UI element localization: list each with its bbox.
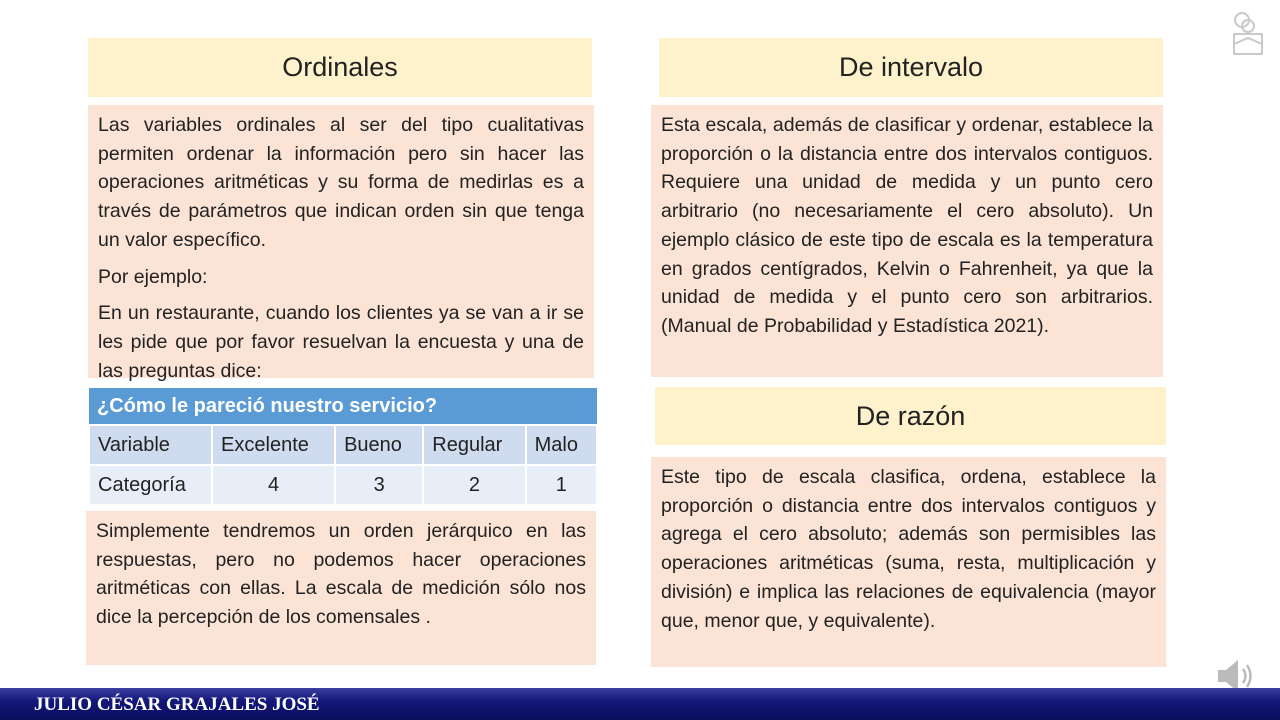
intervalo-title-text: De intervalo <box>838 52 984 82</box>
table-cell: Excelente <box>212 425 335 465</box>
footer-bar <box>0 688 1280 720</box>
table-cell: 4 <box>212 465 335 505</box>
table-row <box>89 465 597 505</box>
ordinales-conclusion <box>86 511 596 665</box>
table-row <box>89 425 597 465</box>
table-cell: Malo <box>526 425 597 465</box>
ordinales-description <box>88 105 594 382</box>
table-cell: Categoría <box>89 465 212 505</box>
table-cell: Regular <box>423 425 525 465</box>
paragraph: En un restaurante, cuando los clientes ya se van a ir se les pide que por favor resuelvan la encuesta y una de las preguntas dice: <box>98 302 584 382</box>
paragraph: Por ejemplo: <box>98 265 208 288</box>
paragraph: Esta escala, además de clasificar y ordenar, establece la proporción o la distancia entre dos intervalos contiguos. Requiere una unidad de medida y un punto cero arbitrario (no necesariamente el cero absoluto). Un ejemplo clásico de este tipo de escala es la temperatura en grados centígrados, Kelvin o Fahrenheit, ya que la unidad de medida y el punto cero son arbitrarios. (Manual de Probabilidad y Estadística 2021). <box>661 114 1153 337</box>
survey-question: ¿Cómo le pareció nuestro servicio? <box>89 388 597 425</box>
table-cell: Variable <box>89 425 212 465</box>
paragraph: Las variables ordinales al ser del tipo cualitativas permiten ordenar la información pero sin hacer las operaciones aritméticas y su forma de medirlas es a través de parámetros que indican orden sin que tenga un valor específico. <box>98 114 584 251</box>
ordinales-title <box>88 38 592 97</box>
school-logo-icon <box>1216 4 1280 68</box>
paragraph: Simplemente tendremos un orden jerárquico en las respuestas, pero no podemos hacer operaciones aritméticas con ellas. La escala de medición sólo nos dice la percepción de los comensales . <box>96 520 586 629</box>
intervalo-description <box>651 105 1163 377</box>
ordinales-title-text: Ordinales <box>282 52 398 82</box>
table-cell: 1 <box>526 465 597 505</box>
intervalo-title <box>659 38 1163 97</box>
author-name: JULIO CÉSAR GRAJALES JOSÉ <box>34 694 320 715</box>
razon-title <box>655 387 1166 445</box>
paragraph: Este tipo de escala clasifica, ordena, establece la proporción o distancia entre dos intervalos contiguos y agrega el cero absoluto; además son permisibles las operaciones aritméticas (suma, resta, multiplicación y división) e implica las relaciones de equivalencia (mayor que, menor que, y equivalente). <box>661 466 1156 632</box>
survey-table <box>88 388 598 506</box>
razon-title-text: De razón <box>855 400 966 431</box>
table-cell: 3 <box>335 465 423 505</box>
table-cell: Bueno <box>335 425 423 465</box>
table-cell: 2 <box>423 465 525 505</box>
razon-description <box>651 457 1166 667</box>
